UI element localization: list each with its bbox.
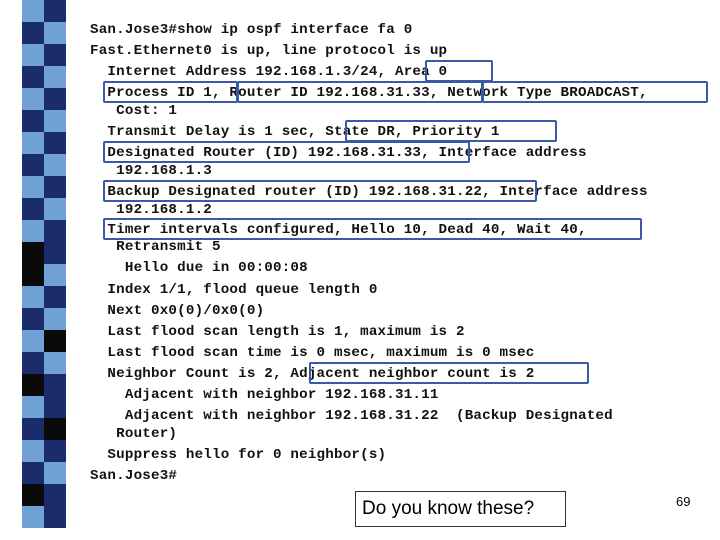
highlight-area — [425, 60, 493, 82]
terminal-line: Transmit Delay is 1 sec, State DR, Priority 1 — [90, 124, 500, 140]
terminal-line: Last flood scan length is 1, maximum is 2 — [90, 324, 465, 340]
terminal-line: Adjacent with neighbor 192.168.31.11 — [90, 387, 439, 403]
highlight-router-id — [237, 81, 483, 103]
terminal-line: Fast.Ethernet0 is up, line protocol is up — [90, 43, 448, 59]
highlight-network-type — [482, 81, 708, 103]
terminal-line: Internet Address 192.168.1.3/24, Area 0 — [90, 64, 448, 80]
terminal-line: Router) — [90, 426, 178, 442]
terminal-line: Designated Router (ID) 192.168.31.33, Interface address — [90, 145, 587, 161]
terminal-line: Index 1/1, flood queue length 0 — [90, 282, 378, 298]
terminal-line: 192.168.1.2 — [90, 202, 212, 218]
terminal-line: Neighbor Count is 2, Adjacent neighbor count is 2 — [90, 366, 535, 382]
terminal-line: Hello due in 00:00:08 — [90, 260, 308, 276]
terminal-line: 192.168.1.3 — [90, 163, 212, 179]
terminal-line: Last flood scan time is 0 msec, maximum is 0 msec — [90, 345, 535, 361]
highlight-designated-router — [103, 141, 470, 163]
terminal-line: San.Jose3#show ip ospf interface fa 0 — [90, 22, 413, 38]
terminal-line: Suppress hello for 0 neighbor(s) — [90, 447, 387, 463]
terminal-line: Next 0x0(0)/0x0(0) — [90, 303, 265, 319]
highlight-state-priority — [345, 120, 557, 142]
question-callout: Do you know these? — [355, 491, 566, 527]
terminal-line: Retransmit 5 — [90, 239, 221, 255]
highlight-adjacent-count — [309, 362, 589, 384]
highlight-backup-designated-router — [103, 180, 537, 202]
highlight-process-id — [103, 81, 238, 103]
terminal-line: Process ID 1, Router ID 192.168.31.33, Network Type BROADCAST, — [90, 85, 648, 101]
terminal-line: Adjacent with neighbor 192.168.31.22 (Backup Designated — [90, 408, 613, 424]
page-number: 69 — [676, 494, 691, 509]
terminal-line: Cost: 1 — [90, 103, 178, 119]
terminal-line: Timer intervals configured, Hello 10, Dead 40, Wait 40, — [90, 222, 587, 238]
terminal-line: Backup Designated router (ID) 192.168.31.22, Interface address — [90, 184, 648, 200]
terminal-line: San.Jose3# — [90, 468, 178, 484]
highlight-timer-intervals — [103, 218, 642, 240]
